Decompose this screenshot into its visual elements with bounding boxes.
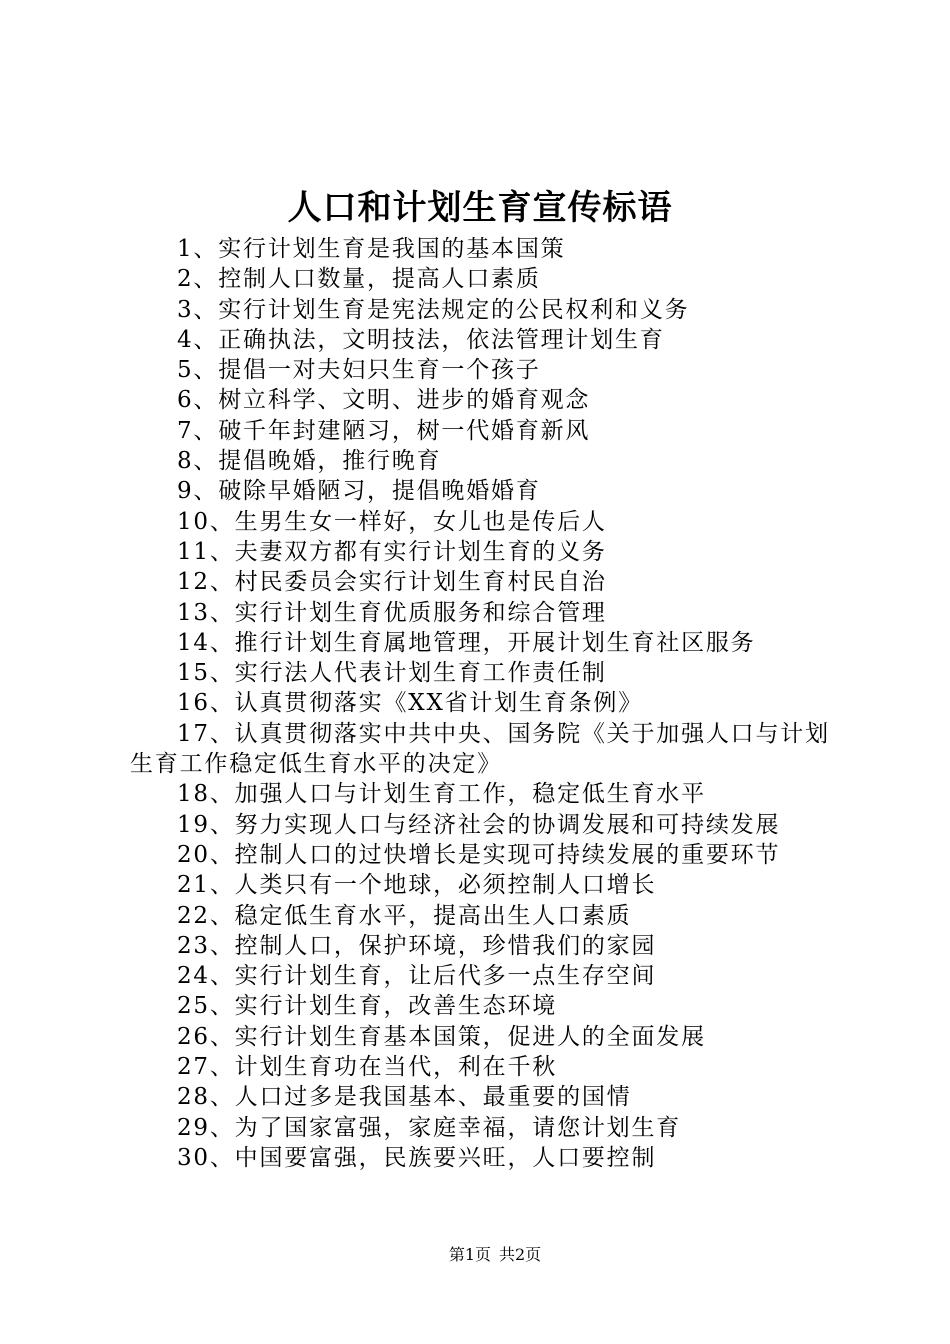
slogan-item: 10、生男生女一样好，女儿也是传后人 bbox=[177, 508, 607, 535]
slogan-item: 16、认真贯彻落实《XX省计划生育条例》 bbox=[177, 690, 644, 717]
slogan-item: 7、破千年封建陋习，树一代婚育新风 bbox=[177, 417, 591, 444]
slogan-item: 1、实行计划生育是我国的基本国策 bbox=[177, 236, 566, 262]
slogan-item: 29、为了国家富强，家庭幸福，请您计划生育 bbox=[177, 1114, 682, 1141]
slogan-list bbox=[130, 234, 835, 1173]
slogan-item: 18、加强人口与计划生育工作，稳定低生育水平 bbox=[177, 781, 706, 808]
slogan-item: 26、实行计划生育基本国策，促进人的全面发展 bbox=[177, 1023, 706, 1050]
slogan-item: 2、控制人口数量，提高人口素质 bbox=[177, 266, 541, 293]
slogan-item: 21、人类只有一个地球，必须控制人口增长 bbox=[177, 872, 657, 899]
slogan-item: 9、破除早婚陋习，提倡晚婚婚育 bbox=[177, 478, 541, 505]
slogan-item: 17、认真贯彻落实中共中央、国务院《关于加强人口与计划生育工作稳定低生育水平的决定》 bbox=[130, 720, 830, 778]
slogan-item: 28、人口过多是我国基本、最重要的国情 bbox=[177, 1084, 632, 1111]
slogan-item: 23、控制人口，保护环境，珍惜我们的家园 bbox=[177, 932, 657, 959]
slogan-item: 13、实行计划生育优质服务和综合管理 bbox=[177, 599, 607, 626]
document-title: 人口和计划生育宣传标语 bbox=[287, 188, 673, 228]
slogan-item: 24、实行计划生育，让后代多一点生存空间 bbox=[177, 963, 657, 990]
slogan-item: 14、推行计划生育属地管理，开展计划生育社区服务 bbox=[177, 629, 756, 656]
page-number: 第1页 bbox=[448, 1245, 491, 1264]
slogan-item: 11、夫妻双方都有实行计划生育的义务 bbox=[177, 538, 607, 565]
slogan-item: 15、实行法人代表计划生育工作责任制 bbox=[177, 660, 607, 687]
page-total: 共2页 bbox=[499, 1245, 542, 1264]
slogan-item: 25、实行计划生育，改善生态环境 bbox=[177, 993, 558, 1020]
slogan-item: 19、努力实现人口与经济社会的协调发展和可持续发展 bbox=[177, 811, 781, 838]
slogan-item: 12、村民委员会实行计划生育村民自治 bbox=[177, 569, 607, 596]
slogan-item: 22、稳定低生育水平，提高出生人口素质 bbox=[177, 902, 632, 929]
slogan-item: 5、提倡一对夫妇只生育一个孩子 bbox=[177, 357, 541, 384]
page-footer bbox=[0, 1244, 950, 1266]
slogan-item: 3、实行计划生育是宪法规定的公民权利和义务 bbox=[177, 296, 690, 323]
slogan-item: 27、计划生育功在当代，利在千秋 bbox=[177, 1054, 558, 1081]
slogan-item: 6、树立科学、文明、进步的婚育观念 bbox=[177, 387, 591, 414]
slogan-item: 4、正确执法，文明技法，依法管理计划生育 bbox=[177, 326, 665, 353]
slogan-item: 20、控制人口的过快增长是实现可持续发展的重要环节 bbox=[177, 841, 781, 868]
slogan-item: 8、提倡晚婚，推行晚育 bbox=[177, 448, 442, 475]
slogan-item: 30、中国要富强，民族要兴旺，人口要控制 bbox=[177, 1144, 657, 1171]
